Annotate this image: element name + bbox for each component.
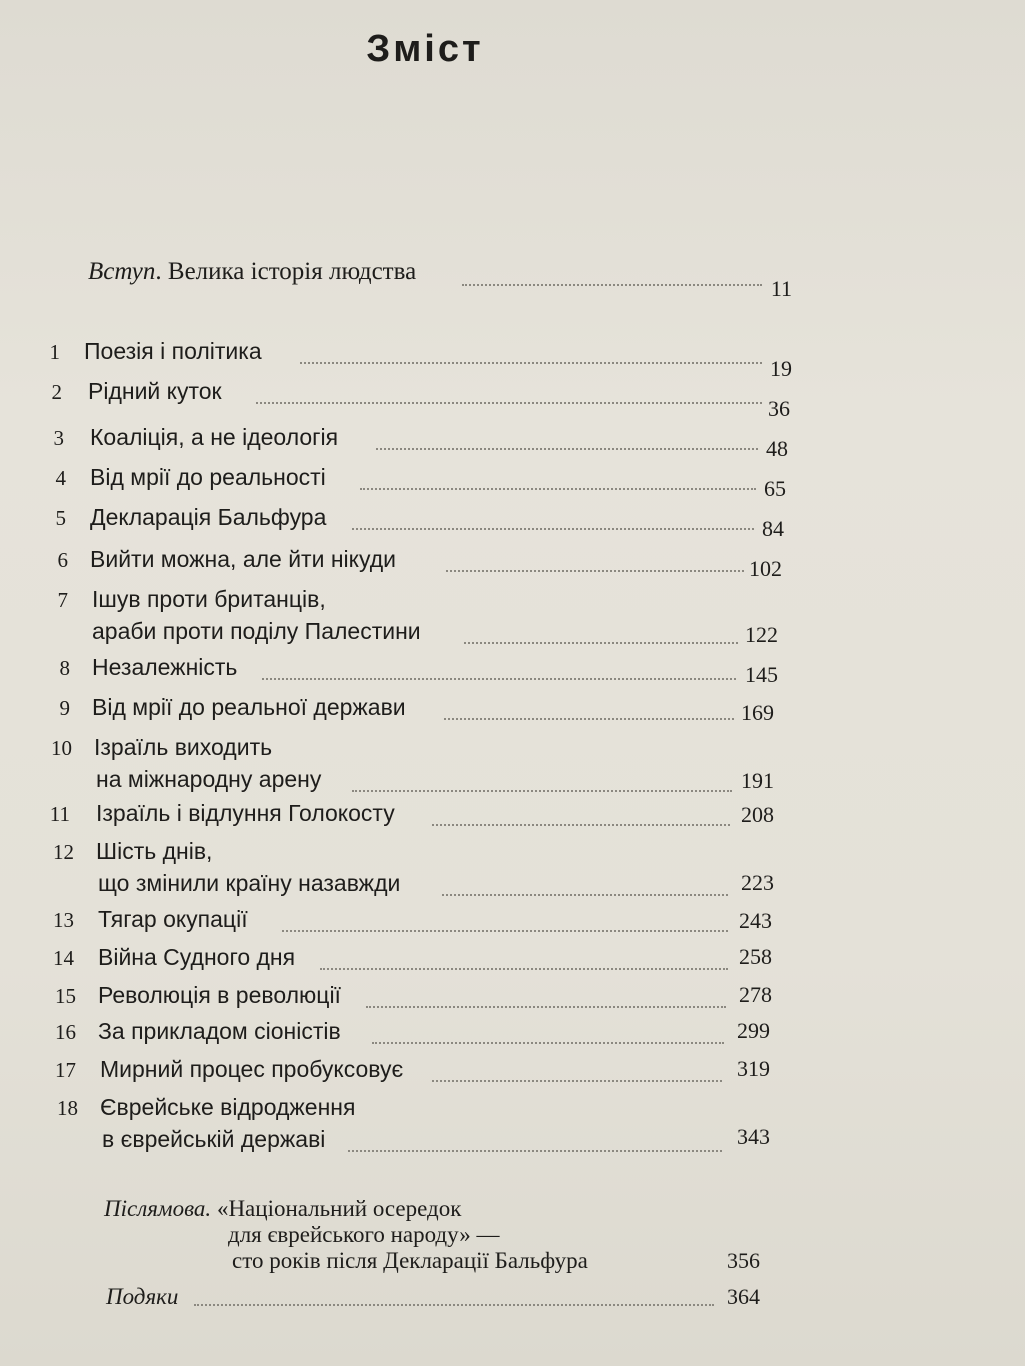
chapter-page: 84 — [762, 516, 784, 541]
chapter-title: Тягар окупації — [98, 906, 248, 932]
chapter-page: 48 — [766, 436, 788, 461]
chapter-page: 258 — [739, 944, 772, 969]
chapter-page: 102 — [749, 556, 782, 581]
chapter-page: 122 — [745, 622, 778, 647]
dot-leader — [262, 678, 736, 680]
chapter-title: Ішув проти британців, — [92, 586, 326, 612]
chapter-number: 16 — [55, 1020, 76, 1044]
afterword-line: сто років після Декларації Бальфура — [232, 1248, 588, 1273]
chapter-number: 5 — [55, 506, 66, 530]
dot-leader — [462, 284, 762, 286]
chapter-page: 145 — [745, 662, 778, 687]
dot-leader — [432, 824, 730, 826]
chapter-number: 14 — [53, 946, 74, 970]
afterword-italic: Післямова. — [104, 1196, 212, 1221]
chapter-title: Від мрії до реальності — [90, 464, 326, 490]
chapter-page: 191 — [741, 768, 774, 793]
chapter-title: Війна Судного дня — [98, 944, 296, 970]
dot-leader — [372, 1042, 724, 1044]
dot-leader — [348, 1150, 722, 1152]
chapter-number: 10 — [51, 736, 72, 760]
chapter-page: 319 — [737, 1056, 770, 1081]
chapter-number: 6 — [57, 548, 68, 572]
dot-leader — [444, 718, 734, 720]
page-title: Зміст — [366, 28, 484, 70]
chapter-number: 17 — [55, 1058, 76, 1082]
chapter-title: Ізраїль і відлуння Голокосту — [96, 800, 395, 826]
dot-leader — [352, 790, 732, 792]
dot-leader — [446, 570, 744, 572]
chapter-title: Коаліція, а не ідеологія — [90, 424, 339, 450]
chapter-page: 36 — [768, 396, 790, 421]
chapter-number: 12 — [53, 840, 74, 864]
dot-leader — [300, 362, 762, 364]
chapter-title: Ізраїль виходить — [94, 734, 273, 760]
dot-leader — [366, 1006, 726, 1008]
chapter-number: 13 — [53, 908, 74, 932]
chapter-title: Шість днів, — [96, 838, 213, 864]
chapter-number: 7 — [57, 588, 68, 612]
chapter-title: Незалежність — [92, 654, 238, 680]
chapter-number: 8 — [59, 656, 70, 680]
intro-label — [88, 258, 416, 286]
chapter-title: що змінили країну назавжди — [98, 870, 401, 896]
dot-leader — [282, 930, 728, 932]
chapter-title: Єврейське відродження — [100, 1094, 356, 1120]
dot-leader — [256, 402, 762, 404]
chapter-title: За прикладом сіоністів — [98, 1018, 341, 1044]
chapter-number: 18 — [57, 1096, 78, 1120]
chapter-title: Рідний куток — [88, 378, 222, 404]
ack-page: 364 — [727, 1284, 760, 1309]
chapter-page: 343 — [737, 1124, 770, 1149]
chapter-page: 223 — [741, 870, 774, 895]
chapter-page: 299 — [737, 1018, 770, 1043]
chapter-page: 169 — [741, 700, 774, 725]
intro-rest: . Велика історія людства — [155, 258, 417, 285]
dot-leader — [376, 448, 758, 450]
dot-leader — [432, 1080, 722, 1082]
dot-leader — [352, 528, 754, 530]
chapter-number: 2 — [51, 380, 62, 404]
dot-leader — [320, 968, 728, 970]
afterword-line: «Національний осередок — [216, 1196, 462, 1221]
chapter-title: Вийти можна, але йти нікуди — [90, 546, 396, 572]
intro-italic: Вступ — [88, 258, 156, 285]
chapter-title: Декларація Бальфура — [90, 504, 327, 530]
chapter-title: Революція в революції — [98, 982, 341, 1008]
chapter-number: 3 — [53, 426, 64, 450]
chapter-page: 65 — [764, 476, 786, 501]
intro-page: 11 — [770, 276, 792, 301]
dot-leader — [194, 1304, 714, 1306]
ack-italic: Подяки — [106, 1284, 179, 1309]
chapter-number: 4 — [55, 466, 66, 490]
chapter-title: араби проти поділу Палестини — [92, 618, 421, 644]
chapter-title: в єврейській державі — [102, 1126, 326, 1152]
chapter-number: 1 — [49, 340, 60, 364]
chapter-title: на міжнародну арену — [96, 766, 322, 792]
dot-leader — [442, 894, 728, 896]
chapter-number: 15 — [55, 984, 76, 1008]
ack-label — [106, 1284, 178, 1310]
chapter-page: 243 — [739, 908, 772, 933]
dot-leader — [464, 642, 738, 644]
chapter-title: Мирний процес пробуксовує — [100, 1056, 404, 1082]
afterword-label — [104, 1196, 461, 1222]
chapter-number: 9 — [59, 696, 70, 720]
chapter-page: 208 — [741, 802, 774, 827]
dot-leader — [360, 488, 756, 490]
chapter-number: 11 — [49, 802, 70, 826]
chapter-title: Поезія і політика — [84, 338, 262, 364]
afterword-page: 356 — [727, 1248, 760, 1273]
chapter-page: 19 — [770, 356, 792, 381]
chapter-title: Від мрії до реальної держави — [92, 694, 406, 720]
chapter-page: 278 — [739, 982, 772, 1007]
afterword-line: для єврейського народу» — — [228, 1222, 500, 1247]
